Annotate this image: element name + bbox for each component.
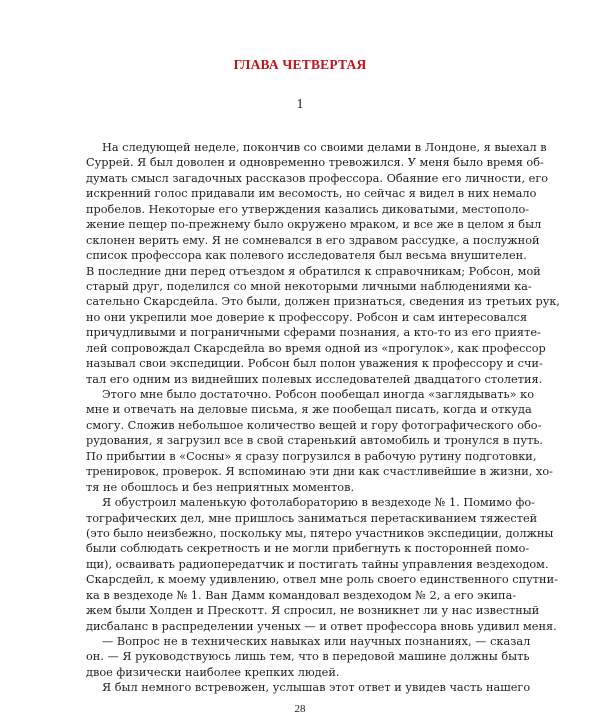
text-line: но они укрепили мое доверие к профессору. Робсон и сам интересовался <box>86 310 528 324</box>
text-line: тренировок, проверок. Я вспоминаю эти дни как счастливейшие в жизни, хо- <box>86 465 553 479</box>
text-line: думать смысл загадочных рассказов профессора. Обаяние его личности, его <box>86 171 549 185</box>
text-line: — Вопрос не в технических навыках или научных познаниях, — сказал <box>102 635 531 648</box>
text-line: По прибытии в «Сосны» я сразу погрузился в рабочую рутину подготовки, <box>86 449 537 463</box>
text-line: жение пещер по-прежнему было окружено мраком, и все же в целом я был <box>86 218 542 232</box>
page-number: 28 <box>294 703 306 715</box>
text-line: В последние дни перед отъездом я обратился к справочникам; Робсон, мой <box>86 264 541 278</box>
text-line: смогу. Сложив небольшое количество вещей и гору фотографического обо- <box>86 418 542 432</box>
text-line: жем были Холден и Прескотт. Я спросил, не возникнет ли у нас известный <box>86 604 540 618</box>
text-line: были соблюдать секретность и не могли прибегнуть к посторонней помо- <box>86 542 530 556</box>
text-line: называл свои экспедиции. Робсон был полон уважения к профессору и счи- <box>86 357 543 371</box>
text-line: Этого мне было достаточно. Робсон пообещал иногда «заглядывать» ко <box>102 388 535 401</box>
text-line: лей сопровождал Скарсдейла во время одной из «прогулок», как профессор <box>86 341 546 355</box>
text-line: тал его одним из виднейших полевых исследователей двадцатого столетия. <box>86 372 543 386</box>
text-line: старый друг, поделился со мной некоторыми личными наблюдениями ка- <box>86 279 532 293</box>
text-line: ка в вездеходе № 1. Ван Дамм командовал вездеходом № 2, а его экипа- <box>86 588 517 602</box>
body-text <box>86 140 561 696</box>
text-line: склонен верить ему. Я не сомневался в его здравом рассудке, а послужной <box>86 233 540 247</box>
text-line: рудования, я загрузил все в свой старенький автомобиль и тронулся в путь. <box>86 434 544 448</box>
text-line: список профессора как полевого исследователя был весьма внушителен. <box>86 249 527 263</box>
text-line: Суррей. Я был доволен и одновременно тревожился. У меня было время об- <box>86 156 544 170</box>
text-line: причудливыми и пограничными сферами познания, а кто-то из его прияте- <box>86 326 541 340</box>
text-line: искренний голос придавали им весомость, но сейчас я видел в них немало <box>86 187 537 201</box>
text-line: Я обустроил маленькую фотолабораторию в вездеходе № 1. Помимо фо- <box>102 496 535 510</box>
text-line: он. — Я руководствуюсь лишь тем, что в передовой машине должны быть <box>86 650 530 664</box>
chapter-title: ГЛАВА ЧЕТВЕРТАЯ <box>233 57 367 72</box>
text-line: Скарсдейл, к моему удивлению, отвел мне роль своего единственного спутни- <box>86 573 558 587</box>
text-line: тографических дел, мне пришлось заниматься перетаскиванием тяжестей <box>86 511 538 525</box>
section-number: 1 <box>296 97 304 112</box>
text-line: На следующей неделе, покончив со своими делами в Лондоне, я выехал в <box>102 141 547 154</box>
text-line: сательно Скарсдейла. Это были, должен признаться, сведения из третьих рук, <box>86 295 561 309</box>
text-line: Я был немного встревожен, услышав этот ответ и увидев часть нашего <box>102 681 531 695</box>
text-line: (это было неизбежно, поскольку мы, пятеро участников экспедиции, должны <box>86 526 554 540</box>
text-line: щи), осваивать радиопередатчик и постигать тайны управления вездеходом. <box>86 557 549 571</box>
text-line: мне и отвечать на деловые письма, я же пообещал писать, когда и откуда <box>86 403 532 417</box>
text-line: пробелов. Некоторые его утверждения казались диковатыми, местополо- <box>86 202 530 216</box>
text-line: дисбаланс в распределении ученых — и ответ профессора вновь удивил меня. <box>86 619 557 633</box>
text-line: тя не обошлось и без неприятных моментов. <box>86 480 355 494</box>
text-line: двое физически наиболее крепких людей. <box>86 665 340 679</box>
